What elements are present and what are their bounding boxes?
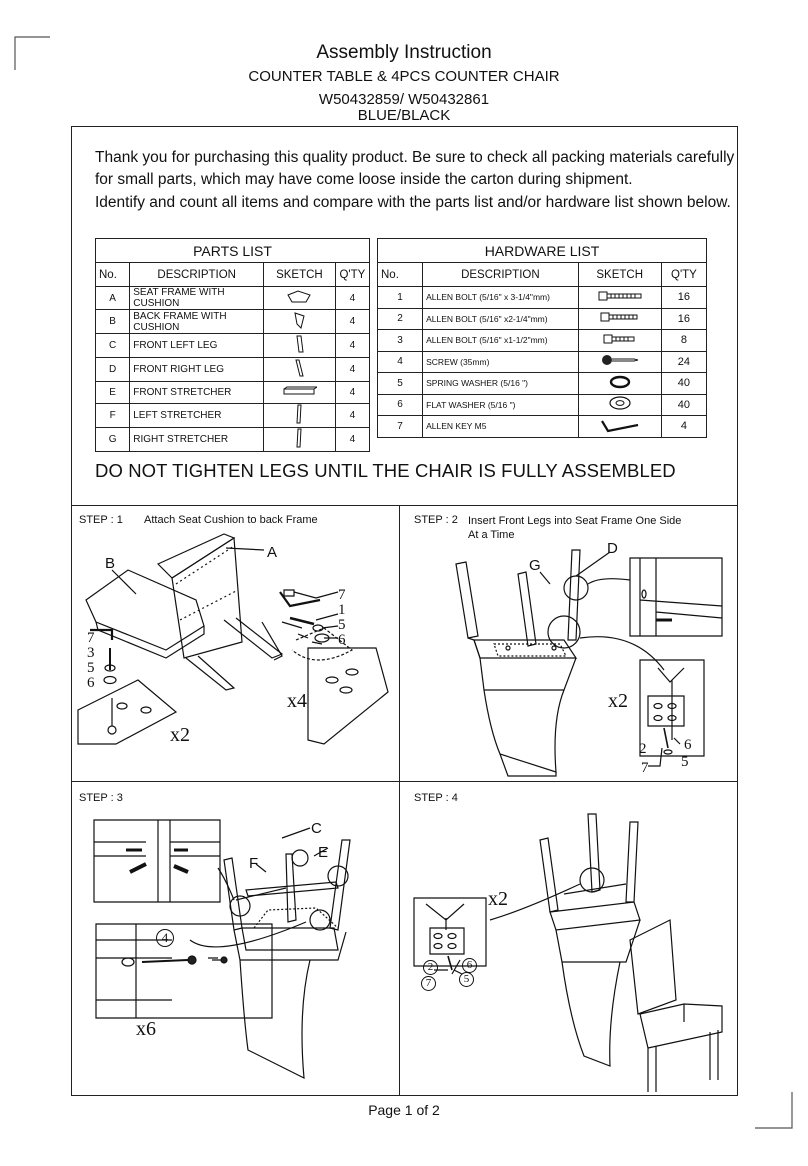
- callout-number: 2: [423, 960, 438, 975]
- step-2-text: Insert Front Legs into Seat Frame One Side At a Time: [468, 515, 682, 541]
- divider: [71, 781, 738, 782]
- table-row: [378, 416, 707, 438]
- callout-number: 5: [681, 754, 689, 770]
- hardware-qty: 16: [661, 287, 706, 309]
- hardware-description: FLAT WASHER (5/16 "): [423, 394, 578, 416]
- stretcher-sketch: [264, 427, 336, 451]
- part-description: LEFT STRETCHER: [130, 403, 264, 427]
- table-row: [96, 334, 370, 358]
- table-row: [378, 308, 707, 330]
- step-1-illustration: [76, 530, 396, 778]
- part-description: FRONT STRETCHER: [130, 382, 264, 404]
- table-row: [378, 330, 707, 352]
- table-row: [96, 287, 370, 310]
- part-qty: 4: [335, 382, 369, 404]
- color-variant: BLUE/BLACK: [357, 107, 451, 124]
- column-header: SKETCH: [578, 263, 661, 287]
- part-description: FRONT RIGHT LEG: [130, 358, 264, 382]
- bolt-sketch: [578, 287, 661, 309]
- parts-list-title: PARTS LIST: [96, 239, 370, 263]
- column-header: Q'TY: [335, 263, 369, 287]
- step-1-text: Attach Seat Cushion to back Frame: [144, 514, 318, 526]
- part-qty: 4: [335, 334, 369, 358]
- allen-key-sketch: [578, 416, 661, 438]
- document-subtitle: COUNTER TABLE & 4PCS COUNTER CHAIR: [248, 68, 560, 85]
- part-label-e: E: [318, 844, 329, 861]
- part-qty: 4: [335, 310, 369, 334]
- hardware-no: 7: [378, 416, 423, 438]
- hardware-qty: 24: [661, 351, 706, 373]
- bolt-sketch: [578, 330, 661, 352]
- hardware-description: ALLEN BOLT (5/16" x 3-1/4"mm): [423, 287, 578, 309]
- intro-paragraph: Thank you for purchasing this quality product. Be sure to check all packing materials carefully for small parts, which may have come loose inside the carton during shipment.: [95, 149, 735, 188]
- callout-number: 6: [684, 737, 692, 753]
- hardware-description: ALLEN BOLT (5/16" x2-1/4"mm): [423, 308, 578, 330]
- table-row: [96, 403, 370, 427]
- multiplier-label: x4: [287, 690, 307, 712]
- part-description: BACK FRAME WITH CUSHION: [130, 310, 264, 334]
- part-qty: 4: [335, 403, 369, 427]
- callout-number: 7: [641, 760, 649, 776]
- table-row: [96, 310, 370, 334]
- divider: [71, 505, 738, 506]
- part-no: C: [96, 334, 130, 358]
- column-header: SKETCH: [264, 263, 336, 287]
- part-no: E: [96, 382, 130, 404]
- column-header: Q'TY: [661, 263, 706, 287]
- step-4-label: STEP : 4: [414, 792, 458, 804]
- part-label-g: G: [529, 557, 541, 574]
- part-description: RIGHT STRETCHER: [130, 427, 264, 451]
- column-header: DESCRIPTION: [423, 263, 578, 287]
- column-header: DESCRIPTION: [130, 263, 264, 287]
- callout-number: 6: [338, 632, 346, 648]
- part-no: A: [96, 287, 130, 310]
- table-row: [378, 351, 707, 373]
- intro-instructions: Identify and count all items and compare with the parts list and/or hardware list shown below.: [95, 194, 731, 211]
- hardware-list-title: HARDWARE LIST: [378, 239, 707, 263]
- part-description: FRONT LEFT LEG: [130, 334, 264, 358]
- part-no: D: [96, 358, 130, 382]
- callout-number: 7: [87, 630, 95, 646]
- callout-number: 3: [87, 645, 95, 661]
- part-no: B: [96, 310, 130, 334]
- callout-number: 5: [338, 617, 346, 633]
- hardware-no: 3: [378, 330, 423, 352]
- part-label-d: D: [607, 540, 618, 557]
- part-qty: 4: [335, 427, 369, 451]
- callout-number: 6: [87, 675, 95, 691]
- hardware-qty: 8: [661, 330, 706, 352]
- stretcher-sketch: [264, 403, 336, 427]
- hardware-no: 6: [378, 394, 423, 416]
- parts-list-table: [95, 238, 370, 452]
- hardware-no: 4: [378, 351, 423, 373]
- step-3-label: STEP : 3: [79, 792, 123, 804]
- hardware-qty: 16: [661, 308, 706, 330]
- callout-number: 4: [156, 929, 174, 947]
- hardware-description: SPRING WASHER (5/16 "): [423, 373, 578, 395]
- part-label-c: C: [311, 820, 322, 837]
- leg-sketch: [264, 334, 336, 358]
- flat-washer-sketch: [578, 394, 661, 416]
- hardware-qty: 4: [661, 416, 706, 438]
- hardware-qty: 40: [661, 394, 706, 416]
- step-2-label: STEP : 2: [414, 514, 458, 526]
- part-no: G: [96, 427, 130, 451]
- warning-text: DO NOT TIGHTEN LEGS UNTIL THE CHAIR IS FULLY ASSEMBLED: [95, 460, 676, 481]
- seat-frame-sketch: [264, 287, 336, 310]
- hardware-description: SCREW (35mm): [423, 351, 578, 373]
- table-row: [378, 394, 707, 416]
- column-header: No.: [96, 263, 130, 287]
- back-frame-sketch: [264, 310, 336, 334]
- leg-sketch: [264, 358, 336, 382]
- page-number: Page 1 of 2: [368, 1102, 440, 1118]
- hardware-description: ALLEN BOLT (5/16" x1-1/2"mm): [423, 330, 578, 352]
- callout-number: 2: [639, 741, 647, 757]
- table-row: [378, 287, 707, 309]
- hardware-no: 2: [378, 308, 423, 330]
- model-number: W50432859/ W50432861: [318, 91, 490, 108]
- hardware-list-table: [377, 238, 707, 438]
- part-qty: 4: [335, 358, 369, 382]
- table-row: [96, 427, 370, 451]
- spring-washer-sketch: [578, 373, 661, 395]
- callout-number: 6: [462, 958, 477, 973]
- screw-sketch: [578, 351, 661, 373]
- step-1-label: STEP : 1: [79, 514, 123, 526]
- callout-number: 7: [338, 587, 346, 603]
- step-4-illustration: [404, 810, 734, 1092]
- hardware-no: 5: [378, 373, 423, 395]
- part-label-a: A: [267, 544, 278, 561]
- callout-number: 7: [421, 976, 436, 991]
- multiplier-label: x6: [136, 1018, 156, 1040]
- table-row: [378, 373, 707, 395]
- hardware-description: ALLEN KEY M5: [423, 416, 578, 438]
- multiplier-label: x2: [488, 888, 508, 910]
- multiplier-label: x2: [170, 724, 190, 746]
- stretcher-sketch: [264, 382, 336, 404]
- part-label-b: B: [105, 555, 116, 572]
- document-title: Assembly Instruction: [316, 42, 492, 63]
- hardware-no: 1: [378, 287, 423, 309]
- multiplier-label: x2: [608, 690, 628, 712]
- bolt-sketch: [578, 308, 661, 330]
- callout-number: 1: [338, 602, 346, 618]
- part-no: F: [96, 403, 130, 427]
- part-label-f: F: [249, 855, 259, 872]
- hardware-qty: 40: [661, 373, 706, 395]
- part-description: SEAT FRAME WITH CUSHION: [130, 287, 264, 310]
- part-qty: 4: [335, 287, 369, 310]
- table-row: [96, 358, 370, 382]
- divider: [399, 505, 400, 1096]
- callout-number: 5: [459, 972, 474, 987]
- step-3-illustration: [76, 810, 396, 1092]
- column-header: No.: [378, 263, 423, 287]
- callout-number: 5: [87, 660, 95, 676]
- table-row: [96, 382, 370, 404]
